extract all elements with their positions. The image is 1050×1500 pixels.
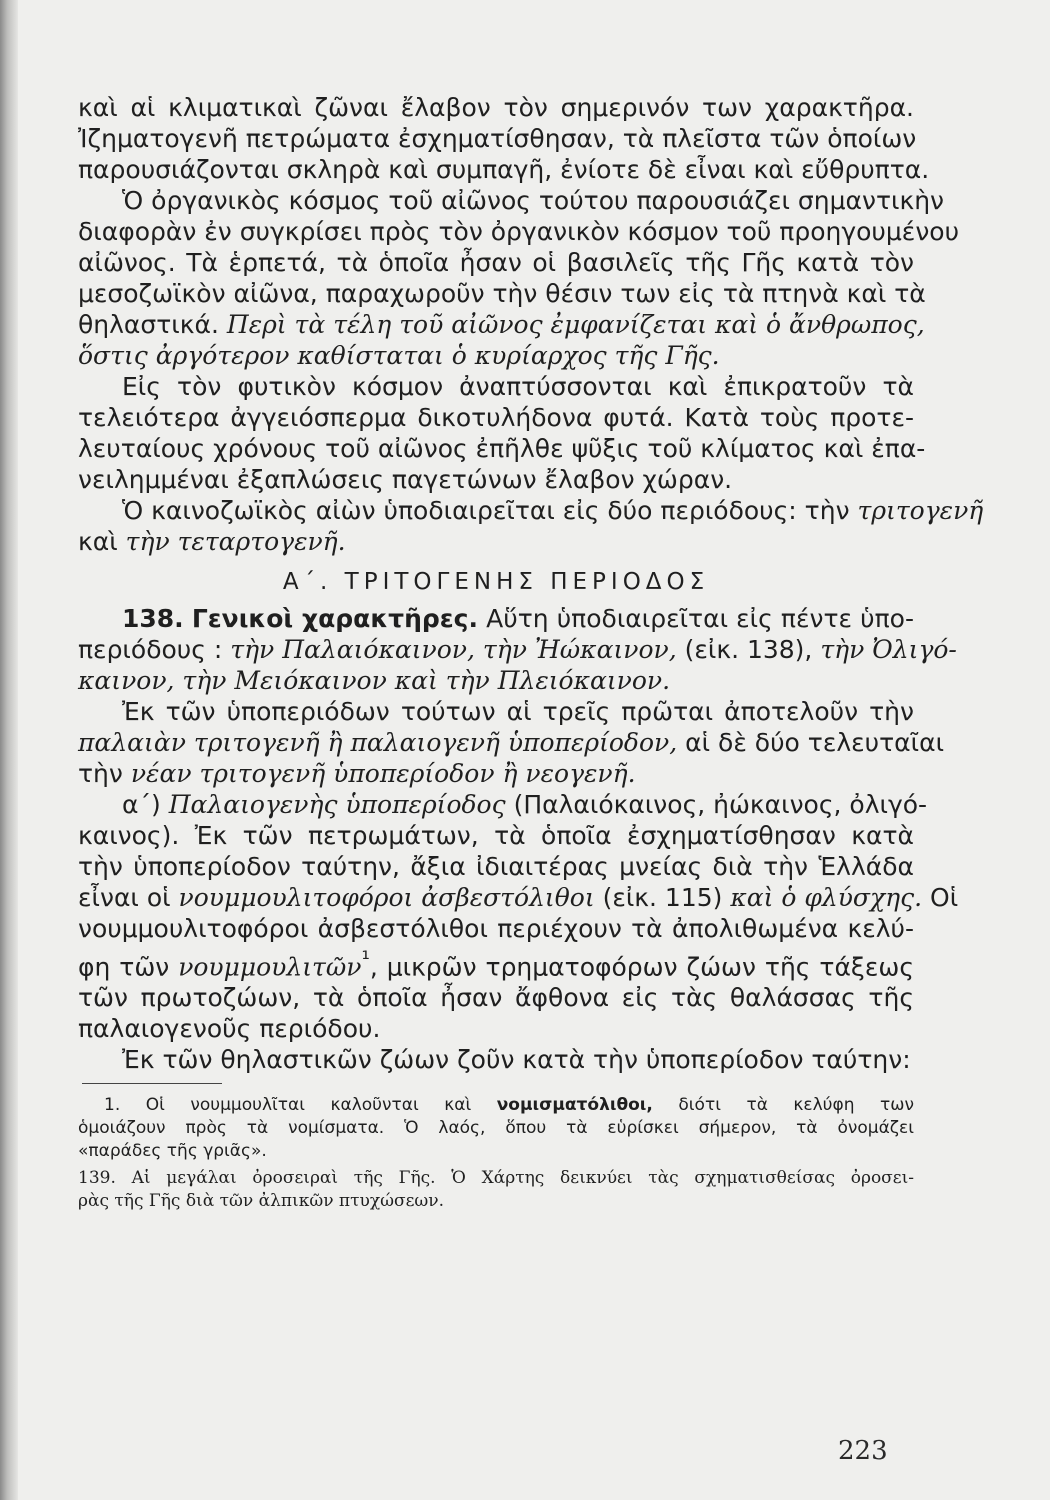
text-line: αἰῶνος. Τὰ ἑρπετά, τὰ ὁποῖα ἦσαν οἱ βασιλεῖς τῆς Γῆς κατὰ τὸν bbox=[78, 248, 914, 277]
text-line bbox=[78, 758, 914, 789]
text-line: τῶν πρωτοζώων, τὰ ὁποῖα ἦσαν ἄφθονα εἰς τὰς θαλάσσας τῆς bbox=[78, 983, 914, 1013]
italic-text: νουμμουλιτοφόροι ἀσβεστόλιθοι bbox=[178, 883, 595, 912]
text-run: καὶ bbox=[78, 527, 118, 556]
text-line bbox=[78, 309, 925, 340]
text-line bbox=[78, 634, 957, 665]
footnote-line: ρὰς τῆς Γῆς διὰ τῶν ἀλπικῶν πτυχώσεων. bbox=[78, 1191, 445, 1212]
text-line: τὴν ὑποπερίοδον ταύτην, ἄξια ἰδιαιτέρας μνείας διὰ τὴν Ἑλλάδα bbox=[78, 852, 914, 881]
text-line: τελειότερα ἀγγειόσπερμα δικοτυλήδονα φυτά. Κατὰ τοὺς προτε- bbox=[78, 403, 914, 432]
italic-text: νέαν τριτογενῆ ὑποπερίοδον ἢ νεογενῆ. bbox=[130, 759, 636, 788]
text-line: παλαιογενοῦς περιόδου. bbox=[78, 1014, 381, 1044]
italic-text: Περὶ τὰ τέλη τοῦ αἰῶνος ἐμφανίζεται καὶ ὁ ἄνθρωπος, bbox=[226, 310, 925, 339]
bold-text: νομισματόλιθοι, bbox=[496, 1095, 653, 1116]
text-line bbox=[78, 495, 984, 526]
text-line bbox=[78, 603, 914, 634]
italic-text: παλαιὰν τριτογενῆ ἢ παλαιογενῆ ὑποπερίοδον, bbox=[78, 728, 678, 757]
text-run: 1. Οἱ νουμμουλῖται καλοῦνται καὶ bbox=[104, 1095, 472, 1116]
section-title: Γενικοὶ χαρακτῆρες. bbox=[191, 604, 478, 633]
text-run: , μικρῶν τρηματοφόρων ζώων τῆς τάξεως bbox=[369, 952, 914, 982]
text-line: καινος). Ἐκ τῶν πετρωμάτων, τὰ ὁποῖα ἐσχηματίσθησαν κατὰ bbox=[78, 821, 914, 850]
page-text bbox=[78, 92, 984, 1213]
text-run: Αὕτη ὑποδιαιρεῖται εἰς πέντε ὑπο- bbox=[486, 604, 914, 633]
text-line bbox=[78, 789, 928, 820]
footnote-line: ὁμοιάζουν πρὸς τὰ νομίσματα. Ὁ λαός, ὅπου τὰ εὑρίσκει σήμερον, τὰ ὀνομάζει bbox=[78, 1118, 914, 1139]
text-line bbox=[78, 944, 914, 982]
page-number: 223 bbox=[838, 1436, 888, 1466]
text-line: μεσοζωϊκὸν αἰῶνα, παραχωροῦν τὴν θέσιν των εἰς τὰ πτηνὰ καὶ τὰ bbox=[78, 279, 926, 308]
section-number: 138. bbox=[122, 604, 184, 633]
text-run: (Παλαιόκαινος, ἠώκαινος, ὀλιγό- bbox=[513, 790, 928, 819]
text-line: διαφορὰν ἐν συγκρίσει πρὸς τὸν ὀργανικὸν κόσμον τοῦ προηγουμένου bbox=[78, 217, 960, 246]
text-run: αἱ δὲ δύο τελευταῖαι bbox=[685, 728, 945, 757]
subsection-title: Παλαιογενὴς ὑποπερίοδος bbox=[168, 790, 506, 819]
text-line bbox=[78, 526, 914, 557]
footnote-line: 139. Αἱ μεγάλαι ὀροσειραὶ τῆς Γῆς. Ὁ Χάρτης δεικνύει τὰς σχηματισθείσας ὀροσει- bbox=[78, 1168, 914, 1189]
italic-text: ὅστις ἀργότερον καθίσταται ὁ κυρίαρχος τῆς Γῆς. bbox=[78, 341, 720, 370]
italic-text: τὴν Ὀλιγό- bbox=[820, 635, 957, 664]
text-line: Ἐκ τῶν ὑποπεριόδων τούτων αἱ τρεῖς πρῶται ἀποτελοῦν τὴν bbox=[122, 697, 914, 726]
footnote-ref: ¹ bbox=[361, 947, 370, 971]
text-run: τὴν bbox=[78, 759, 123, 788]
text-run: Ὁ καινοζωϊκὸς αἰὼν ὑποδιαιρεῖται εἰς δύο περιόδους: τὴν bbox=[122, 496, 850, 525]
book-spine-shadow bbox=[0, 0, 18, 1500]
text-run: φη τῶν bbox=[78, 952, 170, 982]
text-line bbox=[78, 665, 914, 696]
text-run: Οἱ bbox=[930, 883, 959, 912]
text-line bbox=[78, 727, 945, 758]
text-run: θηλαστικά. bbox=[78, 310, 219, 339]
text-run: εἶναι οἱ bbox=[78, 883, 171, 912]
text-line: νειλημμέναι ἐξαπλώσεις παγετώνων ἔλαβον χώραν. bbox=[78, 465, 733, 494]
italic-text: νουμμουλιτῶν bbox=[178, 952, 362, 982]
text-line bbox=[78, 340, 914, 371]
text-line: Εἰς τὸν φυτικὸν κόσμον ἀναπτύσσονται καὶ ἐπικρατοῦν τὰ bbox=[122, 372, 914, 401]
footnote-line bbox=[78, 1094, 914, 1117]
italic-text: καινον, τὴν Μειόκαινον καὶ τὴν Πλειόκαινον. bbox=[78, 666, 671, 695]
italic-text: τὴν Παλαιόκαινον, τὴν Ἠώκαινον, bbox=[230, 635, 677, 664]
text-line: λευταίους χρόνους τοῦ αἰῶνος ἐπῆλθε ψῦξις τοῦ κλίματος καὶ ἐπα- bbox=[78, 434, 926, 463]
text-line: Ἐκ τῶν θηλαστικῶν ζώων ζοῦν κατὰ τὴν ὑποπερίοδον ταύτην: bbox=[122, 1045, 911, 1075]
text-line: Ὁ ὀργανικὸς κόσμος τοῦ αἰῶνος τούτου παρουσιάζει σημαντικὴν bbox=[122, 186, 944, 215]
text-run: διότι τὰ κελύφη των bbox=[678, 1095, 914, 1116]
footnote-line: «παράδες τῆς γριᾶς». bbox=[78, 1141, 267, 1162]
text-line bbox=[78, 882, 959, 913]
footnote-divider bbox=[82, 1083, 222, 1084]
text-run: περιόδους : bbox=[78, 635, 223, 664]
italic-text: τριτογενῆ bbox=[857, 496, 984, 525]
italic-text: καὶ ὁ φλύσχης. bbox=[730, 883, 923, 912]
text-line: παρουσιάζονται σκληρὰ καὶ συμπαγῆ, ἐνίοτε δὲ εἶναι καὶ εὔθρυπτα. bbox=[78, 155, 930, 184]
text-run: (εἰκ. 138), bbox=[684, 635, 813, 664]
text-run: (εἰκ. 115) bbox=[602, 883, 723, 912]
text-line: νουμμουλιτοφόροι ἀσβεστόλιθοι περιέχουν τὰ ἀπολιθωμένα κελύ- bbox=[78, 914, 914, 943]
text-line: Ἰζηματογενῆ πετρώματα ἐσχηματίσθησαν, τὰ πλεῖστα τῶν ὁποίων bbox=[78, 124, 917, 153]
italic-text: τὴν τεταρτογενῆ. bbox=[125, 527, 346, 556]
text-line: καὶ αἱ κλιματικαὶ ζῶναι ἔλαβον τὸν σημερινόν των χαρακτῆρα. bbox=[78, 93, 914, 122]
section-heading: Α΄. ΤΡΙΤΟΓΕΝΗΣ ΠΕΡΙΟΔΟΣ bbox=[282, 569, 710, 595]
subsection-label: α΄) bbox=[122, 790, 161, 819]
